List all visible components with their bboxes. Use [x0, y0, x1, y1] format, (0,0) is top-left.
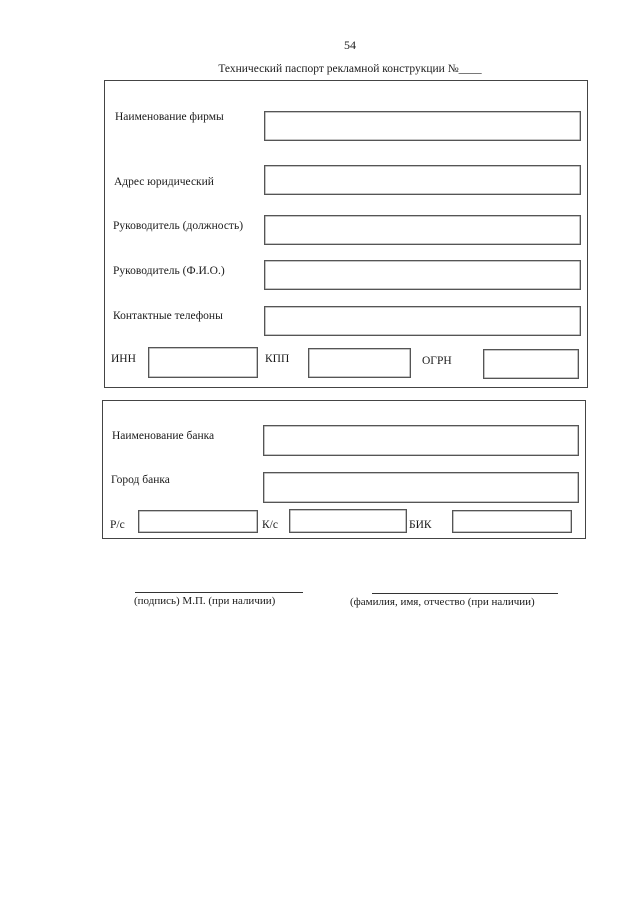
ogrn-field[interactable] [483, 349, 579, 379]
legal-address-label: Адрес юридический [114, 176, 214, 188]
kpp-label: КПП [265, 353, 290, 365]
rs-label: Р/с [110, 519, 125, 531]
contact-phones-field[interactable] [264, 306, 581, 336]
inn-field[interactable] [148, 347, 258, 378]
bik-field[interactable] [452, 510, 572, 533]
full-name-line[interactable] [372, 593, 558, 594]
ks-label: К/с [262, 519, 278, 531]
kpp-field[interactable] [308, 348, 411, 378]
legal-address-field[interactable] [264, 165, 581, 195]
head-position-field[interactable] [264, 215, 581, 245]
bank-city-label: Город банка [111, 474, 170, 486]
company-name-label: Наименование фирмы [115, 111, 224, 123]
inn-label: ИНН [111, 353, 136, 365]
document-title: Технический паспорт рекламной конструкции №____ [218, 63, 482, 75]
bank-name-field[interactable] [263, 425, 579, 456]
company-name-field[interactable] [264, 111, 581, 141]
signature-caption: (подпись) М.П. (при наличии) [134, 595, 276, 607]
ks-field[interactable] [289, 509, 407, 533]
rs-field[interactable] [138, 510, 258, 533]
bank-city-field[interactable] [263, 472, 579, 503]
head-name-label: Руководитель (Ф.И.О.) [113, 265, 225, 277]
head-position-label: Руководитель (должность) [113, 220, 244, 232]
bik-label: БИК [409, 519, 432, 531]
page-number: 54 [344, 38, 356, 52]
head-name-field[interactable] [264, 260, 581, 290]
full-name-caption: (фамилия, имя, отчество (при наличии) [350, 596, 535, 608]
signature-line[interactable] [135, 592, 303, 593]
contact-phones-label: Контактные телефоны [113, 310, 223, 322]
bank-name-label: Наименование банка [112, 430, 215, 442]
ogrn-label: ОГРН [422, 355, 452, 367]
